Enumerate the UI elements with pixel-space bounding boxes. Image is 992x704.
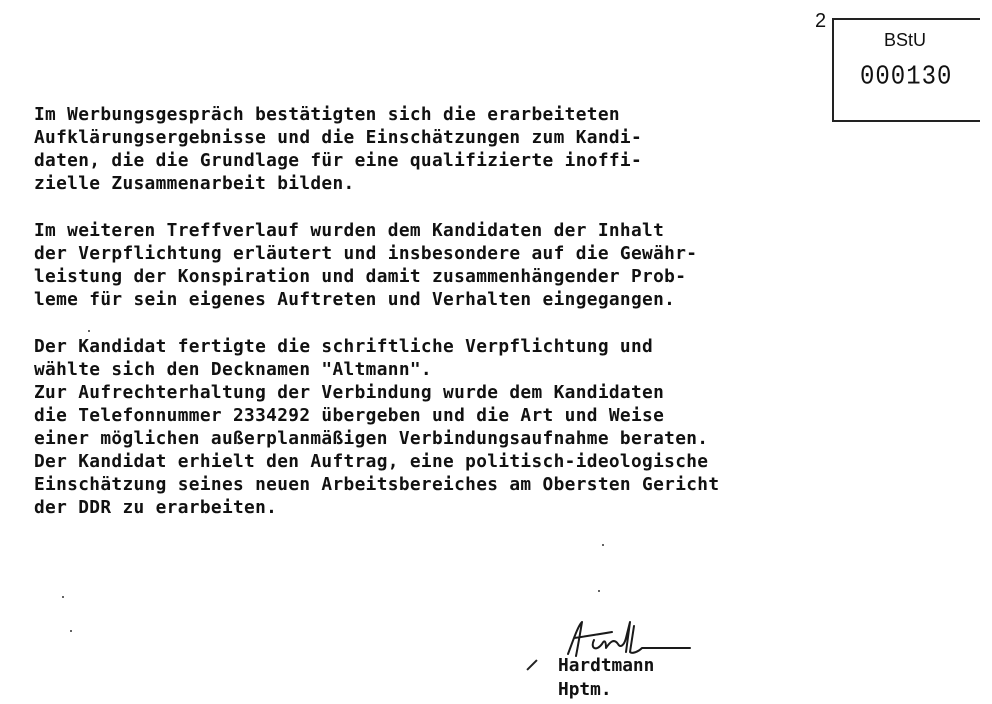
text-line: Der Kandidat erhielt den Auftrag, eine politisch-ideologische [34,451,709,472]
stamp-number: 000130 [860,62,953,93]
text-line: einer möglichen außerplanmäßigen Verbindungsaufnahme beraten. [34,428,709,449]
text-line: daten, die die Grundlage für eine qualifizierte inoffi- [34,150,643,171]
page-number: 2 [815,10,827,32]
text-line: Aufklärungsergebnisse und die Einschätzungen zum Kandi- [34,127,643,148]
text-line: leistung der Konspiration und damit zusammenhängender Prob- [34,266,687,287]
document-body [34,103,974,543]
text-line: Der Kandidat fertigte die schriftliche Verpflichtung und [34,336,654,357]
text-line: Einschätzung seines neuen Arbeitsbereiches am Obersten Gericht [34,474,720,495]
scan-speck [602,544,604,546]
scan-speck [88,330,90,332]
signature-rank: Hptm. [558,679,612,700]
text-line: Zur Aufrechterhaltung der Verbindung wurde dem Kandidaten [34,382,665,403]
text-line: der DDR zu erarbeiten. [34,497,278,518]
text-line: die Telefonnummer 2334292 übergeben und die Art und Weise [34,405,665,426]
signature-name: Hardtmann [558,655,655,676]
text-line: zielle Zusammenarbeit bilden. [34,173,355,194]
scan-speck [62,596,64,598]
text-line: wählte sich den Decknamen "Altmann". [34,359,432,380]
scan-speck [70,630,72,632]
paragraph-2 [34,219,974,311]
scan-speck [598,590,600,592]
text-line: leme für sein eigenes Auftreten und Verhalten eingegangen. [34,289,676,310]
text-line: Im Werbungsgespräch bestätigten sich die erarbeiteten [34,104,620,125]
stamp-organization: BStU [884,30,927,50]
paragraph-3 [34,335,974,519]
text-line: der Verpflichtung erläutert und insbesondere auf die Gewähr- [34,243,698,264]
pen-mark [526,659,537,670]
text-line: Im weiteren Treffverlauf wurden dem Kandidaten der Inhalt [34,220,665,241]
paragraph-1 [34,103,974,195]
